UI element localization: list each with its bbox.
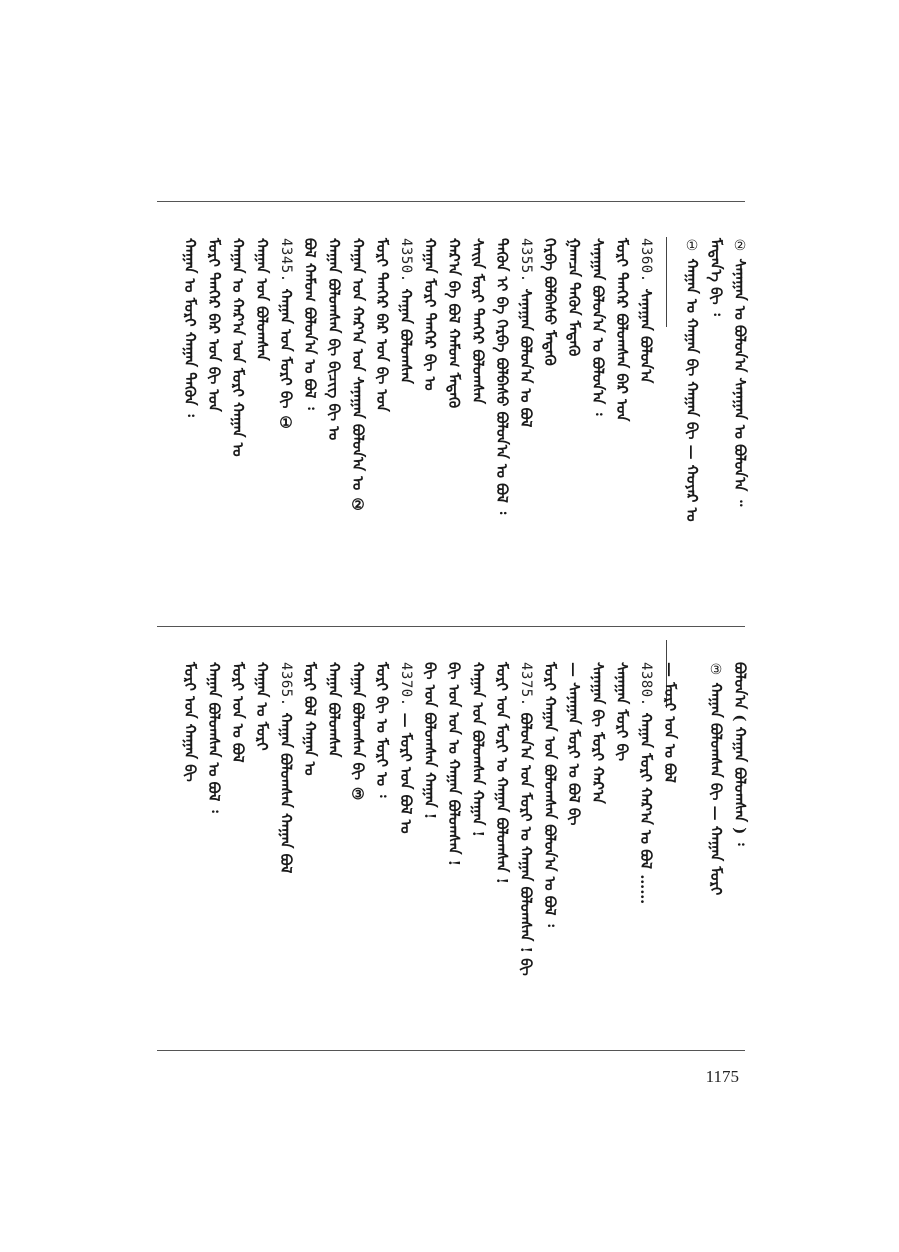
verse-line <box>611 238 633 618</box>
verse-text: ᠬᠠᠭᠠᠨ ᠮᠣᠷᠢ ᠲᠡᠨᠭᠡᠷ ᠪᠢ ᠤ <box>421 238 439 391</box>
verse-line <box>395 238 417 618</box>
verse-line <box>467 662 489 1042</box>
verse-line <box>371 238 393 618</box>
verse-text: ᠮᠣᠷᠢ ᠪᠣᠯ ᠬᠠᠭᠠᠨ ᠤ <box>301 662 319 776</box>
verse-line <box>467 238 489 618</box>
verse-text: ᠮᠣᠷᠢ ᠲᠡᠨᠭᠡᠷ ᠪᠡᠷ ᠤᠨ ᠪᠢ ᠤᠨ <box>205 238 223 412</box>
verse-text: ᠬᠠᠭᠠᠨ ᠪᠣᠯᠤᠭᠰᠠᠨ <box>397 288 415 384</box>
verse-line <box>347 662 369 1042</box>
footnote-column <box>681 238 703 618</box>
footnote-column <box>705 662 727 1042</box>
verse-text: ᠬᠠᠭᠠᠨ ᠪᠣᠯᠤᠭᠰᠠᠨ ᠤ ᠪᠣᠯ ᠄ <box>205 662 223 813</box>
footnote-text: ᠬᠠᠭᠠᠨ ᠤ ᠬᠠᠭᠠᠨ ᠪᠢ ᠬᠠᠭᠠᠨ ᠪᠢ — ᠬᠣᠶᠠᠷ ᠤ <box>683 258 701 522</box>
verse-line <box>491 238 513 618</box>
verse-text: ᠪᠢ ᠤᠨ ᠤᠨ ᠤ ᠬᠠᠭᠠᠨ ᠪᠣᠯᠤᠭᠰᠠᠨ ! <box>445 662 463 867</box>
verse-text: ᠮᠣᠷᠢ ᠲᠡᠨᠭᠡᠷ ᠪᠣᠯᠤᠭᠰᠠᠨ ᠪᠡᠷ ᠤᠨ <box>613 238 631 422</box>
footnote-marker: ③ <box>708 662 724 683</box>
verse-text: ᠬᠠᠭᠠᠨ ᠤᠨ ᠮᠣᠷᠢ ᠪᠢ ① <box>277 288 295 432</box>
verse-text: ᠰᠠᠨᠠᠭᠠᠨ ᠮᠣᠷᠢ ᠪᠢ <box>613 662 631 762</box>
line-number: 4345. <box>278 238 294 283</box>
verse-text: ᠬᠠᠭᠠᠨ ᠤᠨ ᠬᠠᠷ᠎ᠠ ᠤᠨ ᠰᠠᠨᠠᠭᠠᠨ ᠪᠣᠯᠤᠨ᠎ᠠ ᠤ ② <box>349 238 367 514</box>
line-number: 4375. <box>518 662 534 707</box>
verse-line <box>515 662 537 1042</box>
verse-text: — ᠰᠠᠨᠠᠭᠠᠨ ᠮᠣᠷᠢ ᠤ ᠪᠣᠯ ᠪᠢ <box>565 662 583 826</box>
verse-text: ᠮᠣᠷᠢ ᠬᠠᠭᠠᠨ ᠤᠨ ᠪᠣᠯᠤᠭᠰᠠᠨ ᠪᠣᠯᠤᠨ᠎ᠠ ᠤ ᠪᠣᠯ ᠄ <box>541 662 559 927</box>
verse-line <box>443 662 465 1042</box>
verse-text: ᠰᠠᠨᠠᠭᠠᠨ ᠪᠣᠯᠤᠨ᠎ᠠ <box>637 288 655 384</box>
verse-text: ᠭᠠᠭᠴᠠ ᠲᠡᠭᠦᠨ ᠮᠡᠳᠡᠬᠦ <box>565 238 583 357</box>
verse-text: ᠬᠠᠭᠠᠨ ᠤᠨ ᠪᠣᠯᠤᠭᠰᠠᠨ <box>253 238 271 361</box>
verse-line <box>539 238 561 618</box>
footnote-column <box>705 238 727 618</box>
verse-line <box>611 662 633 1042</box>
middle-divider <box>157 626 745 627</box>
verse-text: ᠪᠣᠯᠤᠨ᠎ᠠ ᠤᠨ ᠮᠣᠷᠢ ᠤ ᠬᠠᠭᠠᠨ ᠪᠣᠯᠤᠭᠰᠠᠨ ! ᠪᠢ <box>517 712 535 976</box>
verse-text: — ᠮᠣᠷᠢ ᠤᠨ ᠪᠣᠯ ᠤ <box>397 712 415 834</box>
verse-line <box>659 662 681 1042</box>
bottom-divider <box>157 1050 745 1051</box>
verse-text: ᠬᠠᠭᠠᠨ ᠪᠣᠯᠤᠭᠰᠠᠨ ᠪᠢ ᠪᠢᠴᠢᠭ ᠪᠢ ᠤ <box>325 238 343 441</box>
verse-text: ᠬᠠᠭᠠᠨ ᠮᠣᠷᠢ ᠬᠠᠷ᠎ᠠ ᠤ ᠪᠣᠯ …… <box>637 712 655 905</box>
verse-line <box>275 238 297 618</box>
verse-line <box>587 238 609 618</box>
verse-text: ᠪᠣᠯ ᠬᠠᠮᠤᠭ ᠪᠣᠯᠤᠨ᠎ᠠ ᠤ ᠪᠣᠯ ᠄ <box>301 238 319 410</box>
verse-text: ᠬᠠᠭᠠᠨ ᠤ ᠬᠠᠷ᠎ᠠ ᠤᠨ ᠮᠣᠷᠢ ᠬᠠᠭᠠᠨ ᠤ <box>229 238 247 457</box>
verse-line <box>203 662 225 1042</box>
verse-line <box>539 662 561 1042</box>
verse-line <box>587 662 609 1042</box>
verse-line <box>419 662 441 1042</box>
verse-line <box>323 238 345 618</box>
verse-text: ᠬᠠᠭᠠᠨ ᠤ ᠮᠣᠷᠢ ᠬᠠᠭᠠᠨ ᠲᠡᠭᠦᠨ ᠄ <box>181 238 199 417</box>
verse-text: ᠲᠡᠭᠦᠨ ᠢ ᠪᠠ ᠬᠡᠷᠪᠡ ᠪᠣᠯᠪᠠᠰᠤ ᠪᠣᠯᠤᠨ᠎ᠠ ᠤ ᠪᠣᠯ ᠄ <box>493 238 511 515</box>
verse-text: ᠬᠠᠭᠠᠨ ᠤᠨ ᠪᠣᠯᠤᠭᠰᠠᠨ ᠬᠠᠭᠠᠨ ! <box>469 662 487 838</box>
verse-line <box>227 238 249 618</box>
verse-text: ᠰᠠᠨᠠᠭᠠᠨ ᠪᠣᠯᠤᠨ᠎ᠠ ᠤ ᠪᠣᠯᠤᠨ᠎ᠠ ᠄ <box>589 238 607 416</box>
verse-line <box>419 238 441 618</box>
verse-line <box>563 238 585 618</box>
footnote-column <box>729 662 751 1042</box>
verse-text: ᠬᠠᠷ᠎ᠠ ᠪᠠ ᠪᠣᠯ ᠬᠠᠮᠤᠭ ᠮᠡᠳᠡᠬᠦ <box>445 238 463 409</box>
verse-line <box>179 238 201 618</box>
text-block-lower <box>157 632 749 1044</box>
verse-line <box>347 238 369 618</box>
verse-line <box>299 662 321 1042</box>
line-number: 4370. <box>398 662 414 707</box>
verse-line <box>563 662 585 1042</box>
verse-line <box>227 662 249 1042</box>
verse-text: ᠮᠣᠷᠢ ᠪᠢ ᠤ ᠮᠣᠷᠢ ᠤ ᠄ <box>373 662 391 798</box>
footnote-marker: ① <box>684 238 700 259</box>
footnote-text: ᠰᠠᠨᠠᠭᠠᠨ ᠤ ᠪᠣᠯᠤᠨ᠎ᠠ ᠰᠠᠨᠠᠭᠠᠨ ᠤ ᠪᠣᠯᠤᠨ᠎ᠠ ᠃ <box>731 258 749 507</box>
verse-text: ᠬᠠᠭᠠᠨ ᠤ ᠮᠣᠷᠢ <box>253 662 271 751</box>
line-number: 4350. <box>398 238 414 283</box>
verse-text: ᠰᠠᠢᠨ ᠮᠣᠷᠢ ᠲᠡᠨᠭᠡᠷ ᠪᠣᠯᠤᠭᠰᠠᠨ <box>469 238 487 405</box>
verse-line <box>515 238 537 618</box>
verse-line <box>491 662 513 1042</box>
text-block-upper <box>157 208 749 620</box>
page-number: 1175 <box>705 1067 739 1086</box>
verse-line <box>443 238 465 618</box>
verse-line <box>251 238 273 618</box>
verse-text: ᠬᠠᠭᠠᠨ ᠪᠣᠯᠤᠭᠰᠠᠨ ᠪᠢ ③ <box>349 662 367 804</box>
verse-text: ᠰᠠᠨᠠᠭᠠᠨ ᠪᠢ ᠮᠣᠷᠢ ᠬᠠᠷ᠎ᠠ <box>589 662 607 804</box>
verse-line <box>371 662 393 1042</box>
verse-line <box>299 238 321 618</box>
verse-text: ᠪᠢ ᠤᠨ ᠪᠣᠯᠤᠭᠰᠠᠨ ᠬᠠᠭᠠᠨ ! <box>421 662 439 820</box>
top-divider <box>157 201 745 202</box>
footnote-column <box>729 238 751 618</box>
verse-text: ᠮᠣᠷᠢ ᠤᠨ ᠮᠣᠷᠢ ᠤ ᠬᠠᠭᠠᠨ ᠪᠣᠯᠤᠭᠰᠠᠨ ! <box>493 662 511 885</box>
verse-text: ᠬᠠᠭᠠᠨ ᠪᠣᠯᠤᠭᠰᠠᠨ <box>325 662 343 758</box>
verse-text: — ᠮᠣᠷᠢ ᠤᠨ ᠤ ᠪᠣᠯ <box>661 662 679 783</box>
verse-line <box>395 662 417 1042</box>
verse-text: ᠮᠣᠷᠢ ᠤᠨ ᠬᠠᠭᠠᠨ ᠪᠢ <box>181 662 199 782</box>
verse-line <box>179 662 201 1042</box>
line-number: 4355. <box>518 238 534 283</box>
verse-line <box>323 662 345 1042</box>
verse-text: ᠮᠣᠷᠢ ᠤᠨ ᠤ ᠪᠣᠯ <box>229 662 247 763</box>
footnote-text: ᠪᠣᠯᠤᠨ᠎ᠠ ( ᠬᠠᠭᠠᠨ ᠪᠣᠯᠤᠭᠰᠠᠨ ) ᠄ <box>731 662 749 846</box>
verse-text: ᠮᠣᠷᠢ ᠲᠡᠨᠭᠡᠷ ᠪᠡᠷ ᠤᠨ ᠪᠢ ᠤᠨ <box>373 238 391 412</box>
line-number: 4380. <box>638 662 654 707</box>
verse-line <box>275 662 297 1042</box>
verse-text: ᠬᠡᠷᠪᠡ ᠪᠣᠯᠪᠠᠰᠤ ᠮᠡᠳᠡᠬᠦ <box>541 238 559 366</box>
footnote-text: ᠮᠡᠳᠡᠨ᠎ᠡ ᠪᠢ ᠄ <box>707 238 725 316</box>
verse-text: ᠬᠠᠭᠠᠨ ᠪᠣᠯᠤᠭᠰᠠᠨ ᠬᠠᠭᠠᠨ ᠪᠣᠯ <box>277 712 295 874</box>
line-number: 4360. <box>638 238 654 283</box>
footnote-marker: ② <box>732 238 748 259</box>
verse-line <box>635 238 657 618</box>
verse-line <box>635 662 657 1042</box>
verse-text: ᠰᠠᠨᠠᠭᠠᠨ ᠪᠣᠯᠤᠨ᠎ᠠ ᠤ ᠪᠣᠯ <box>517 288 535 428</box>
line-number: 4365. <box>278 662 294 707</box>
verse-line <box>203 238 225 618</box>
footnote-text: ᠬᠠᠭᠠᠨ ᠪᠣᠯᠤᠭᠰᠠᠨ ᠪᠢ — ᠬᠠᠭᠠᠨ ᠮᠣᠷᠢ <box>707 682 725 896</box>
verse-line <box>251 662 273 1042</box>
